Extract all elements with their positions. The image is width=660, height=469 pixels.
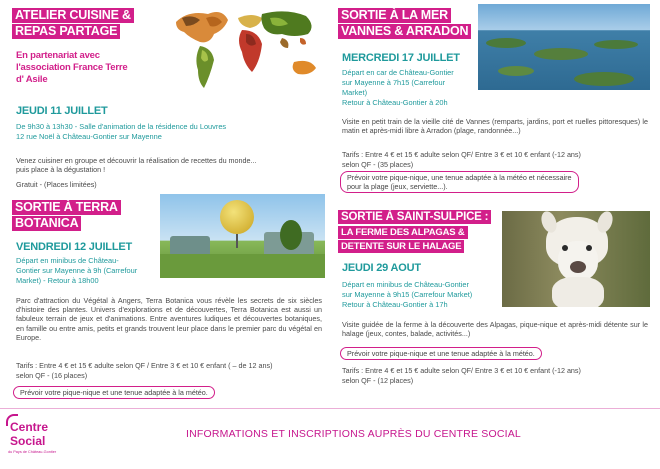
card1-desc-line1: Venez cuisiner en groupe et découvrir la réalisation de recettes du monde... xyxy=(16,156,257,165)
card1-detail-line1: De 9h30 à 13h30 - Salle d'animation de la résidence du Louvres xyxy=(16,122,227,131)
card2-note: Prévoir votre pique-nique et une tenue adaptée à la météo. xyxy=(13,386,215,399)
card3-detail-line4: Retour à Château-Gontier à 20h xyxy=(342,98,448,107)
card2-title-line1: SORTIE À TERRA xyxy=(12,200,121,215)
card2-detail-line2: Gontier sur Mayenne à 9h (Carrefour xyxy=(16,266,138,275)
card4-price-line1: Tarifs : Entre 4 € et 15 € adulte selon QF/ Entre 3 € et 10 € enfant (-12 ans) xyxy=(342,366,581,375)
card3-price-line1: Tarifs : Entre 4 € et 15 € adulte selon QF/ Entre 3 € et 10 € enfant (-12 ans) xyxy=(342,150,581,159)
card4-title-line1: SORTIE À SAINT-SULPICE : xyxy=(338,210,491,224)
card4-price-line2: selon QF - (12 places) xyxy=(342,376,414,385)
card4-detail-line2: sur Mayenne à 9h15 (Carrefour Market) xyxy=(342,290,473,299)
card1-title-line2: REPAS PARTAGE xyxy=(12,24,120,39)
golfe-morbihan-photo xyxy=(478,4,650,90)
card1-title-line1: ATELIER CUISINE & xyxy=(12,8,134,23)
card3-price-line2: selon QF - (35 places) xyxy=(342,160,414,169)
card2-title-line2: BOTANICA xyxy=(12,216,81,231)
card3-note-line1: Prévoir votre pique-nique, une tenue adaptée à la météo et nécessaire xyxy=(347,173,572,182)
logo-line2: Social xyxy=(10,434,46,448)
card3-detail-line2: sur Mayenne à 7h15 (Carrefour xyxy=(342,78,446,87)
card4-detail-line3: Retour à Château-Gontier à 17h xyxy=(342,300,448,309)
card1-desc-line2: puis place à la dégustation ! xyxy=(16,165,106,174)
card3-title-line1: SORTIE À LA MER xyxy=(338,8,451,23)
card2-detail-line3: Market) - Retour à 18h00 xyxy=(16,276,99,285)
footer-info: INFORMATIONS ET INSCRIPTIONS AUPRÈS DU CENTRE SOCIAL xyxy=(186,428,521,440)
card4-detail-line1: Départ en minibus de Château-Gontier xyxy=(342,280,469,289)
world-map-spices-image xyxy=(170,4,325,96)
card4-title-line3: DETENTE SUR LE HALAGE xyxy=(338,240,464,253)
logo-line1: Centre xyxy=(10,420,49,434)
terra-botanica-photo xyxy=(160,194,325,278)
card1-partner-line3: d' Asile xyxy=(16,74,48,85)
card2-price-line1: Tarifs : Entre 4 € et 15 € adulte selon QF / Entre 3 € et 10 € enfant ( – de 12 ans) xyxy=(16,361,273,370)
card2-detail-line1: Départ en minibus de Château- xyxy=(16,256,119,265)
card1-date: JEUDI 11 JUILLET xyxy=(16,105,108,117)
card1-partner-line2: l'association France Terre xyxy=(16,62,128,73)
card3-note-line2: pour la plage (jeux, serviette...). xyxy=(347,182,448,191)
card3-detail-line1: Départ en car de Château-Gontier xyxy=(342,68,454,77)
card1-detail-line2: 12 rue Noël à Château-Gontier sur Mayenne xyxy=(16,132,162,141)
card1-price: Gratuit - (Places limitées) xyxy=(16,180,97,189)
card3-title-line2: VANNES & ARRADON xyxy=(338,24,471,39)
card3-detail-line3: Market) xyxy=(342,88,368,97)
card2-price-line2: selon QF - (16 places) xyxy=(16,371,88,380)
card2-date: VENDREDI 12 JUILLET xyxy=(16,241,133,253)
alpaca-photo xyxy=(502,211,650,307)
card4-date: JEUDI 29 AOUT xyxy=(342,262,421,274)
card4-title-line2: LA FERME DES ALPAGAS & xyxy=(338,226,468,239)
card3-desc: Visite en petit train de la vieille cité de Vannes (remparts, jardins, port et ruelles pittoresques) le matin et après-midi libre à Arradon (plage, randonnée...) xyxy=(342,117,648,136)
footer-separator xyxy=(0,408,660,409)
card3-date: MERCREDI 17 JUILLET xyxy=(342,52,460,64)
card4-desc: Visite guidée de la ferme à la découverte des Alpagas, pique-nique et après-midi détente sur le halage (jeux, contes, balade, activités...) xyxy=(342,320,648,339)
card3-note xyxy=(340,171,579,193)
card4-note: Prévoir votre pique-nique et une tenue adaptée à la météo. xyxy=(340,347,542,360)
logo-sub: du Pays de Château-Gontier xyxy=(8,450,57,454)
card2-desc: Parc d'attraction du Végétal à Angers, Terra Botanica vous révèle les secrets de six siècles d'histoire des plantes. Univers d'explorations et de découvertes, Terra Botanica est aussi un fabuleux terrain de jeux et d'animations. Entre aventures ludiques et découvertes botaniques, en famille ou entre amis, petits et grands trouvent leur place dans le premier parc du végétal en Europe. xyxy=(16,296,322,342)
card1-partner-line1: En partenariat avec xyxy=(16,50,100,61)
